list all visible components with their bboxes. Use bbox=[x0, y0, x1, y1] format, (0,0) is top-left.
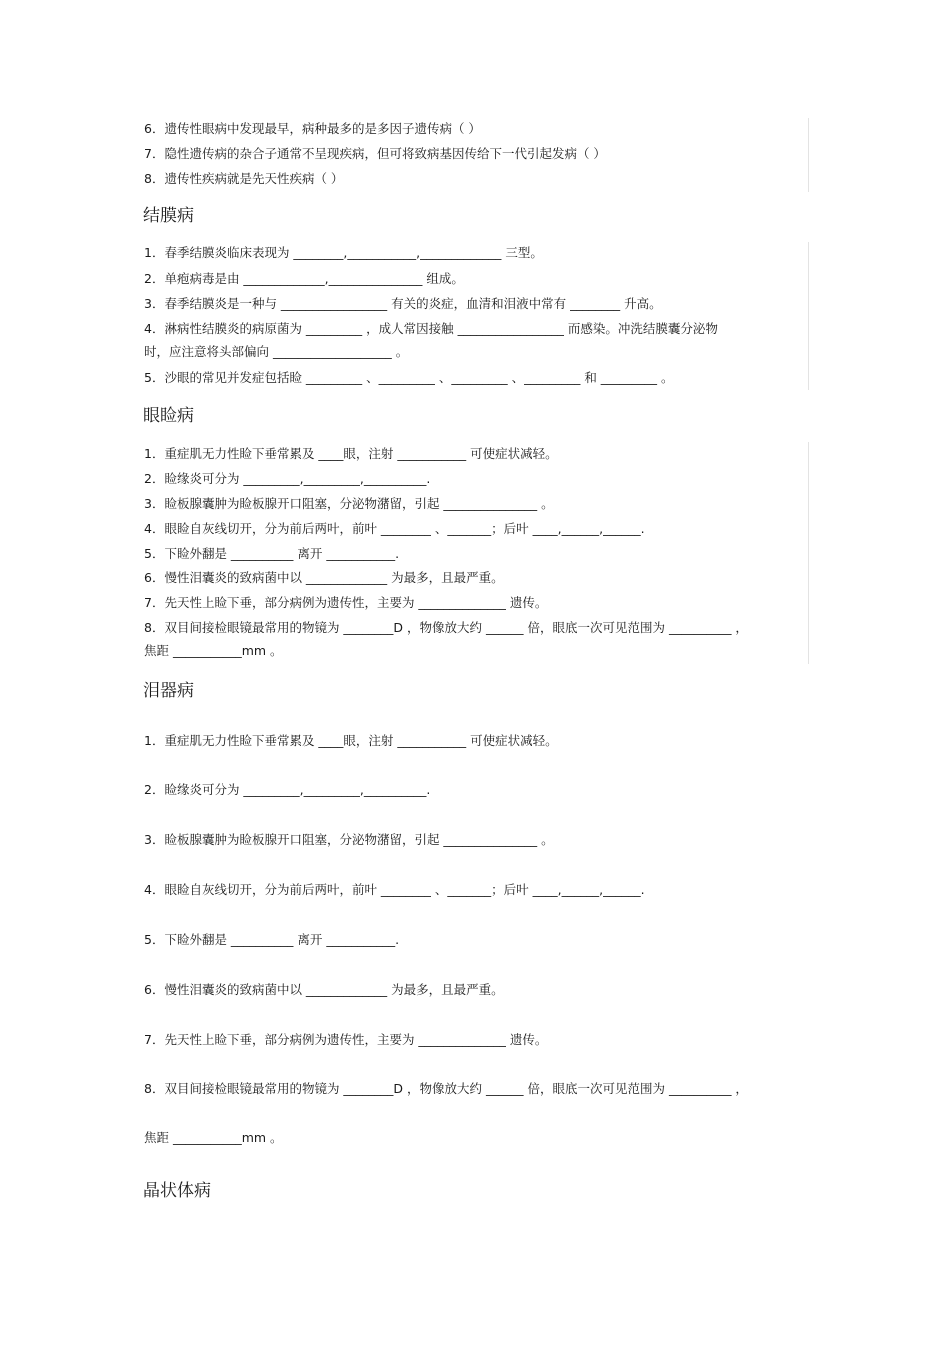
lacrimal-item-5: 5．下睑外翻是 __________ 离开 ___________. bbox=[144, 932, 400, 947]
eyelid-item-4: 4．眼睑自灰线切开，分为前后两叶，前叶 ________ 、_______；后叶 ____,______,______. bbox=[144, 521, 645, 536]
eyelid-item-1: 1．重症肌无力性睑下垂常累及 ____眼，注射 ___________ 可使症状减轻。 bbox=[144, 446, 558, 461]
eyelid-item-7: 7．先天性上睑下垂，部分病例为遗传性，主要为 ______________ 遗传。 bbox=[144, 595, 548, 610]
conjunctiva-item-2: 2．单疱病毒是由 _____________,_______________ 组成。 bbox=[144, 271, 464, 286]
conjunctiva-item-5: 5．沙眼的常见并发症包括睑 _________ 、_________ 、_________ 、_________ 和 _________ 。 bbox=[144, 370, 674, 385]
conjunctiva-item-4: 4．淋病性结膜炎的病原菌为 _________ ，成人常因接触 _________________ 而感染。冲洗结膜囊分泌物 bbox=[144, 321, 718, 336]
eyelid-item-2: 2．睑缘炎可分为 _________,_________,__________. bbox=[144, 471, 431, 486]
conjunctiva-item-1: 1．春季结膜炎临床表现为 ________,___________,_____________ 三型。 bbox=[144, 245, 543, 260]
lacrimal-item-6: 6．慢性泪囊炎的致病菌中以 _____________ 为最多，且最严重。 bbox=[144, 982, 504, 997]
genetic-item-7: 7．隐性遗传病的杂合子通常不呈现疾病，但可将致病基因传给下一代引起发病（ ） bbox=[144, 146, 606, 161]
section-title-lens: 晶状体病 bbox=[143, 1181, 211, 1201]
eyelid-item-8-cont: 焦距 ___________mm 。 bbox=[144, 643, 283, 658]
lacrimal-item-3: 3．睑板腺囊肿为睑板腺开口阻塞，分泌物潴留，引起 _______________ 。 bbox=[144, 832, 554, 847]
conjunctiva-item-3: 3．春季结膜炎是一种与 _________________ 有关的炎症，血清和泪液中常有 ________ 升高。 bbox=[144, 296, 662, 311]
lacrimal-item-2: 2．睑缘炎可分为 _________,_________,__________. bbox=[144, 782, 431, 797]
section-title-conjunctiva: 结膜病 bbox=[143, 206, 194, 226]
lacrimal-item-8: 8．双目间接检眼镜最常用的物镜为 ________D ，物像放大约 ______ 倍，眼底一次可见范围为 __________ ， bbox=[144, 1081, 748, 1096]
conjunctiva-section bbox=[140, 242, 809, 390]
conjunctiva-item-4-cont: 时，应注意将头部偏向 ___________________ 。 bbox=[144, 344, 409, 359]
genetic-item-6: 6．遗传性眼病中发现最早，病种最多的是多因子遗传病（ ） bbox=[144, 121, 481, 136]
lacrimal-section bbox=[140, 730, 808, 1150]
eyelid-item-3: 3．睑板腺囊肿为睑板腺开口阻塞，分泌物潴留，引起 _______________ 。 bbox=[144, 496, 554, 511]
lacrimal-item-7: 7．先天性上睑下垂，部分病例为遗传性，主要为 ______________ 遗传。 bbox=[144, 1032, 548, 1047]
section-title-lacrimal: 泪器病 bbox=[143, 681, 194, 701]
section-title-eyelid: 眼睑病 bbox=[143, 406, 194, 426]
eyelid-item-5: 5．下睑外翻是 __________ 离开 ___________. bbox=[144, 546, 400, 561]
eyelid-item-6: 6．慢性泪囊炎的致病菌中以 _____________ 为最多，且最严重。 bbox=[144, 570, 504, 585]
lacrimal-item-8-cont: 焦距 ___________mm 。 bbox=[144, 1130, 283, 1145]
lacrimal-item-4: 4．眼睑自灰线切开，分为前后两叶，前叶 ________ 、_______；后叶 ____,______,______. bbox=[144, 882, 645, 897]
genetic-section bbox=[140, 118, 809, 192]
genetic-item-8: 8．遗传性疾病就是先天性疾病（ ） bbox=[144, 171, 344, 186]
lacrimal-item-1: 1．重症肌无力性睑下垂常累及 ____眼，注射 ___________ 可使症状减轻。 bbox=[144, 733, 558, 748]
eyelid-item-8: 8．双目间接检眼镜最常用的物镜为 ________D ，物像放大约 ______ 倍，眼底一次可见范围为 __________ ， bbox=[144, 620, 748, 635]
eyelid-section bbox=[140, 442, 809, 664]
